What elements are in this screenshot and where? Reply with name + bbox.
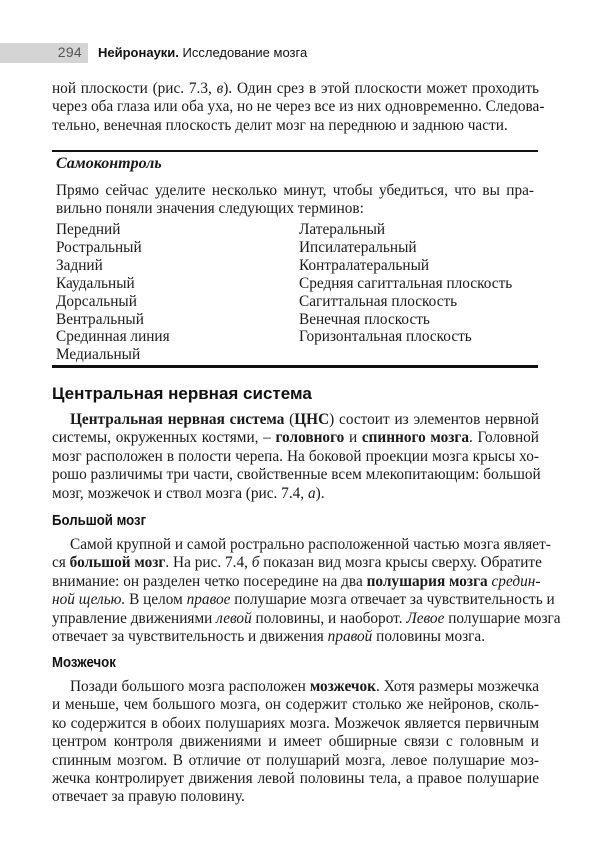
page-number: 294 xyxy=(57,44,82,60)
subsection-heading-cerebellum: Мозжечок xyxy=(52,654,116,671)
terms-list-right xyxy=(299,221,512,346)
term-item: Вентральный xyxy=(56,310,144,328)
term-item: Сагиттальная плоскость xyxy=(299,292,458,310)
self-check-box xyxy=(52,150,538,368)
term-item: Задний xyxy=(56,256,103,274)
term-item: Передний xyxy=(56,221,121,238)
term-item: Ипсилатеральный xyxy=(299,238,417,256)
term-item: Медиальный xyxy=(56,346,141,364)
term-item: Срединная линия xyxy=(56,328,170,346)
terms-list-left xyxy=(56,221,170,364)
self-check-intro: Прямо сейчас уделите несколько минут, чтобы убедиться, что вы пра- вильно поняли значения следующих терминов: xyxy=(56,182,534,218)
term-item: Дорсальный xyxy=(56,292,137,310)
term-item: Ростральный xyxy=(56,238,142,256)
term-item: Средняя сагиттальная плоскость xyxy=(299,274,513,292)
term-item: Контралатеральный xyxy=(299,256,430,274)
term-item: Каудальный xyxy=(56,274,135,292)
subsection-heading-cerebrum: Большой мозг xyxy=(52,512,147,529)
term-item: Горизонтальная плоскость xyxy=(299,328,472,346)
cerebrum-paragraph: Самой крупной и самой рострально расположенной частью мозга являет- ся большой мозг. На рис. 7.4, б показан вид мозга крысы сверху. Обратите внимание: он разделен четко посередине на два полушария мозга средин- ной щелью. В целом правое полушарие мозга отвечает за чувствительность и управление движениями левой половины, и наоборот. Левое полушарие мозга отвечает за чувствительность и движения правой половины мозга. xyxy=(52,536,561,646)
term-item: Венечная плоскость xyxy=(299,310,430,328)
section-heading-cns: Центральная нервная система xyxy=(52,384,312,403)
cerebellum-paragraph: Позади большого мозга расположен мозжечок. Хотя размеры мозжечка и меньше, чем большого мозга, он содержит столько же нейронов, сколь- ко содержится в обоих полушариях мозга. Мозжечок является первичным центром контроля движениями и имеет обширные связи с головным и спинным мозгом. В отличие от полушарий мозга, левое полушарие моз- жечка контролирует движения левой половины тела, а правое полушарие отвечает за правую половину. xyxy=(52,678,539,806)
text-line: тельно, венечная плоскость делит мозг на переднюю и заднюю части. xyxy=(52,116,508,134)
book-title: Нейронауки. xyxy=(98,45,179,60)
self-check-title: Самоконтроль xyxy=(56,155,162,172)
term-item: Латеральный xyxy=(299,221,386,238)
text-line: через оба глаза или оба уха, но не через все из них одновременно. Следова- xyxy=(52,98,545,116)
text-line: ной плоскости (рис. 7.3, в). Один срез в этой плоскости может проходить xyxy=(52,80,539,97)
page-number-bar xyxy=(0,43,88,63)
running-head xyxy=(0,43,600,63)
book-subtitle: Исследование мозга xyxy=(182,45,308,60)
running-head-title xyxy=(98,45,307,60)
cns-paragraph: Центральная нервная система (ЦНС) состоит из элементов нервной системы, окруженных костями, – головного и спинного мозга. Головной мозг расположен в полости черепа. На боковой проекции мозга крысы хо- рошо различимы три части, свойственные всем млекопитающим: большой мозг, мозжечок и ствол мозга (рис. 7.4, а). xyxy=(52,411,541,502)
intro-paragraph xyxy=(52,80,545,135)
